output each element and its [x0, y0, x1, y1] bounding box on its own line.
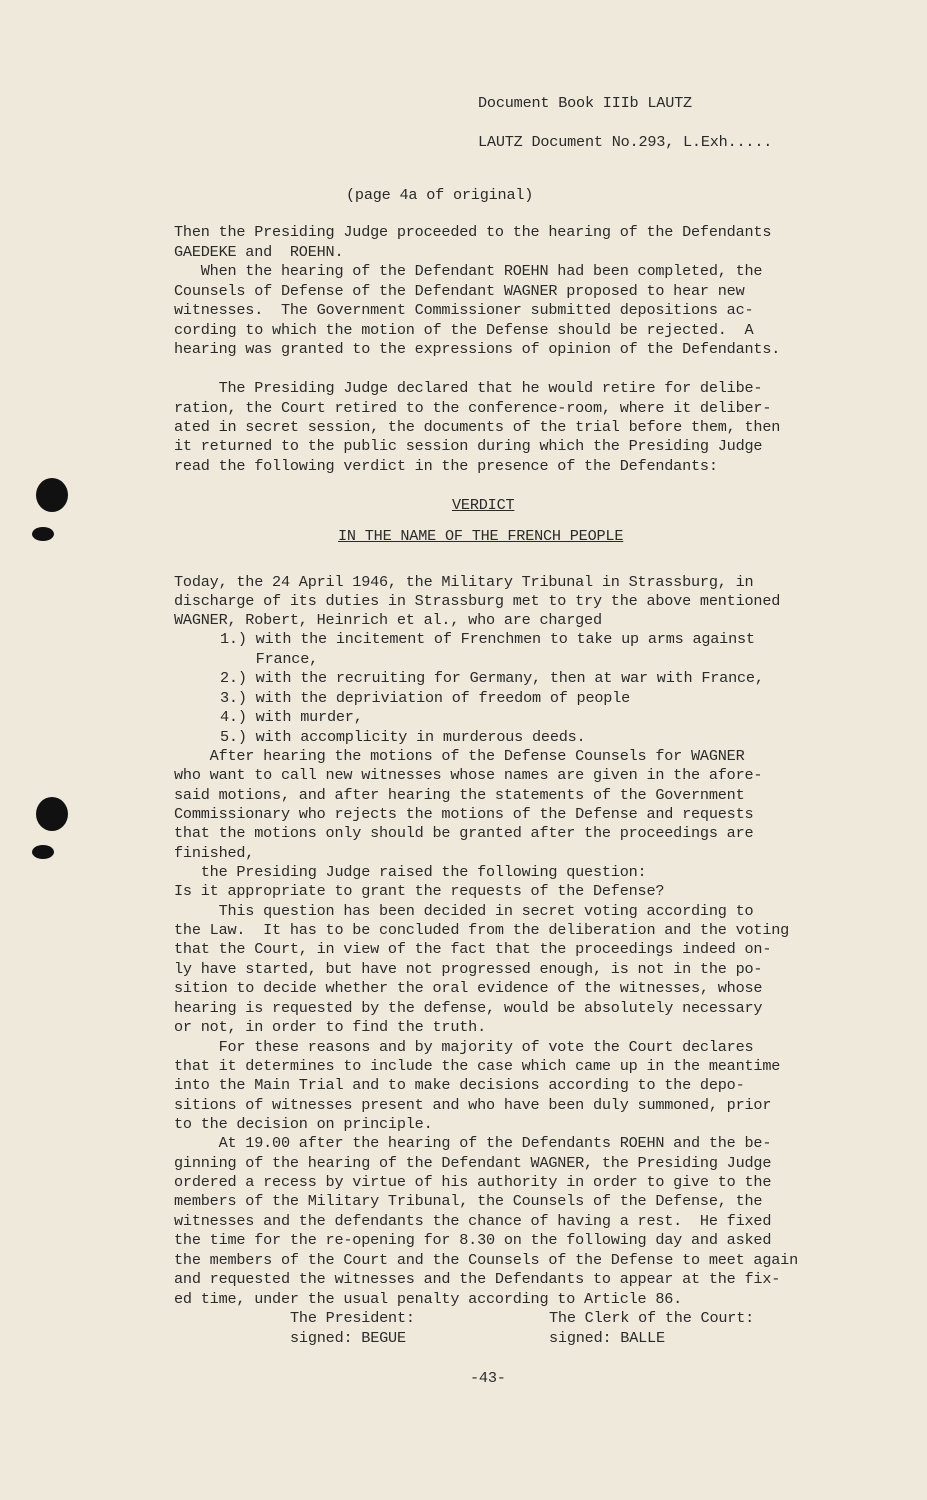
- text-line: After hearing the motions of the Defense Counsels for WAGNER: [174, 747, 745, 765]
- text-line: and requested the witnesses and the Defendants to appear at the fix-: [174, 1270, 781, 1288]
- verdict-subtitle: IN THE NAME OF THE FRENCH PEOPLE: [338, 527, 624, 545]
- page-reference: (page 4a of original): [346, 186, 534, 204]
- text-line: or not, in order to find the truth.: [174, 1018, 486, 1036]
- president-label: The President:: [290, 1309, 415, 1327]
- charge-item: 5.) with accomplicity in murderous deeds.: [220, 728, 586, 746]
- text-line: The Presiding Judge declared that he would retire for delibe-: [174, 379, 763, 397]
- text-line: witnesses. The Government Commissioner submitted depositions ac-: [174, 301, 754, 319]
- punch-hole-upper: [36, 478, 68, 512]
- president-signed: signed: BEGUE: [290, 1329, 406, 1347]
- verdict-title: VERDICT: [452, 496, 515, 514]
- page-number: -43-: [470, 1369, 506, 1387]
- punch-hole-lower-tab: [32, 845, 54, 859]
- text-line: sition to decide whether the oral evidence of the witnesses, whose: [174, 979, 763, 997]
- charge-item: 2.) with the recruiting for Germany, then at war with France,: [220, 669, 764, 687]
- text-line: This question has been decided in secret voting according to: [174, 902, 754, 920]
- text-line: the Presiding Judge raised the following question:: [174, 863, 647, 881]
- text-line: sitions of witnesses present and who have been duly summoned, prior: [174, 1096, 772, 1114]
- text-line: that the Court, in view of the fact that the proceedings indeed on-: [174, 940, 772, 958]
- text-line: read the following verdict in the presence of the Defendants:: [174, 457, 718, 475]
- document-book-header: Document Book IIIb LAUTZ: [478, 94, 692, 112]
- charge-item: 3.) with the depriviation of freedom of people: [220, 689, 631, 707]
- text-line: ly have started, but have not progressed enough, is not in the po-: [174, 960, 763, 978]
- clerk-signed: signed: BALLE: [549, 1329, 665, 1347]
- text-line: the Law. It has to be concluded from the deliberation and the voting: [174, 921, 790, 939]
- text-line: Counsels of Defense of the Defendant WAGNER proposed to hear new: [174, 282, 745, 300]
- text-line: For these reasons and by majority of vote the Court declares: [174, 1038, 754, 1056]
- charge-item: 4.) with murder,: [220, 708, 363, 726]
- text-line: Commissionary who rejects the motions of the Defense and requests: [174, 805, 754, 823]
- text-line: ration, the Court retired to the conference-room, where it deliber-: [174, 399, 772, 417]
- text-line: said motions, and after hearing the statements of the Government: [174, 786, 745, 804]
- text-line: GAEDEKE and ROEHN.: [174, 243, 344, 261]
- text-line: At 19.00 after the hearing of the Defendants ROEHN and the be-: [174, 1134, 772, 1152]
- text-line: that it determines to include the case which came up in the meantime: [174, 1057, 781, 1075]
- text-line: WAGNER, Robert, Heinrich et al., who are charged: [174, 611, 602, 629]
- text-line: members of the Military Tribunal, the Counsels of the Defense, the: [174, 1192, 763, 1210]
- text-line: witnesses and the defendants the chance of having a rest. He fixed: [174, 1212, 772, 1230]
- text-line: finished,: [174, 844, 255, 862]
- text-line: discharge of its duties in Strassburg met to try the above mentioned: [174, 592, 781, 610]
- text-line: ordered a recess by virtue of his authority in order to give to the: [174, 1173, 772, 1191]
- text-line: When the hearing of the Defendant ROEHN had been completed, the: [174, 262, 763, 280]
- punch-hole-upper-tab: [32, 527, 54, 541]
- document-number: LAUTZ Document No.293, L.Exh.....: [478, 133, 773, 151]
- text-line: into the Main Trial and to make decisions according to the depo-: [174, 1076, 745, 1094]
- text-line: the time for the re-opening for 8.30 on the following day and asked: [174, 1231, 772, 1249]
- text-line: hearing is requested by the defense, would be absolutely necessary: [174, 999, 763, 1017]
- text-line: the members of the Court and the Counsels of the Defense to meet again: [174, 1251, 798, 1269]
- text-line: it returned to the public session during which the Presiding Judge: [174, 437, 763, 455]
- clerk-label: The Clerk of the Court:: [549, 1309, 755, 1327]
- text-line: ed time, under the usual penalty according to Article 86.: [174, 1290, 683, 1308]
- text-line: ginning of the hearing of the Defendant WAGNER, the Presiding Judge: [174, 1154, 772, 1172]
- text-line: Is it appropriate to grant the requests of the Defense?: [174, 882, 665, 900]
- text-line: to the decision on principle.: [174, 1115, 433, 1133]
- text-line: cording to which the motion of the Defense should be rejected. A: [174, 321, 754, 339]
- text-line: Today, the 24 April 1946, the Military Tribunal in Strassburg, in: [174, 573, 754, 591]
- charge-item: 1.) with the incitement of Frenchmen to take up arms against: [220, 630, 755, 648]
- charge-item: France,: [220, 650, 319, 668]
- text-line: that the motions only should be granted after the proceedings are: [174, 824, 754, 842]
- text-line: Then the Presiding Judge proceeded to the hearing of the Defendants: [174, 223, 772, 241]
- text-line: who want to call new witnesses whose names are given in the afore-: [174, 766, 763, 784]
- punch-hole-lower: [36, 797, 68, 831]
- text-line: ated in secret session, the documents of the trial before them, then: [174, 418, 781, 436]
- text-line: hearing was granted to the expressions of opinion of the Defendants.: [174, 340, 781, 358]
